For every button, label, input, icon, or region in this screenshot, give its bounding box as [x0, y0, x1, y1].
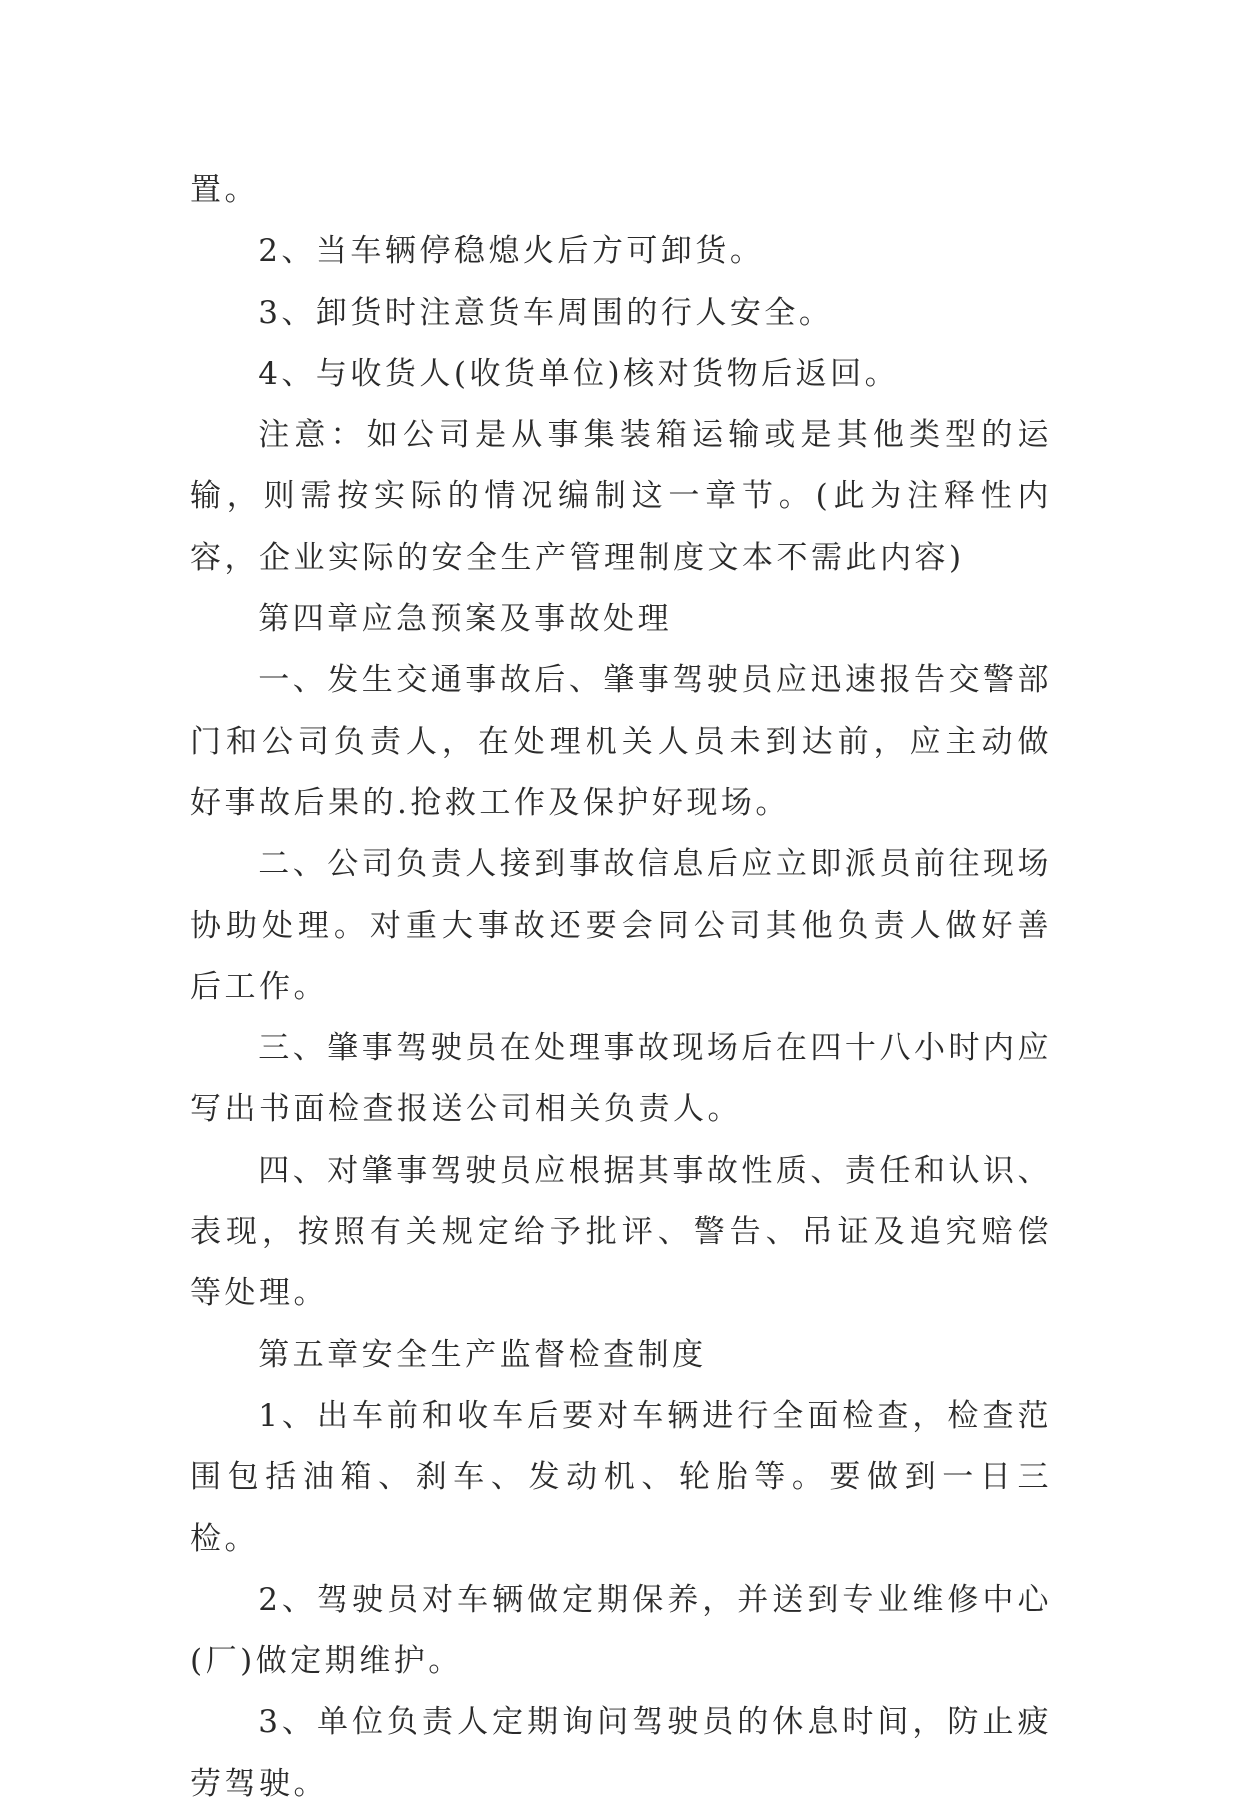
paragraph-chapter5-item-1: 1、出车前和收车后要对车辆进行全面检查，检查范围包括油箱、刹车、发动机、轮胎等。要做到一日三检。: [190, 1397, 1052, 1557]
paragraph-chapter4-item-1: 一、发生交通事故后、肇事驾驶员应迅速报告交警部门和公司负责人，在处理机关人员未到达前，应主动做好事故后果的.抢救工作及保护好现场。: [190, 662, 1052, 821]
paragraph-item-2: 2、当车辆停稳熄火后方可卸货。: [258, 233, 765, 270]
chapter-4-heading: 第四章应急预案及事故处理: [258, 601, 673, 638]
paragraph-chapter4-item-3: 三、肇事驾驶员在处理事故现场后在四十八小时内应写出书面检查报送公司相关负责人。: [190, 1030, 1052, 1128]
document-body: [190, 160, 1052, 1815]
paragraph-item-4: 4、与收货人(收货单位)核对货物后返回。: [258, 355, 900, 392]
paragraph-chapter5-item-3: 3、单位负责人定期询问驾驶员的休息时间，防止疲劳驾驶。: [190, 1704, 1052, 1802]
paragraph-continuation: 置。: [190, 172, 259, 208]
paragraph-note: 注意：如公司是从事集装箱运输或是其他类型的运输，则需按实际的情况编制这一章节。(此为注释性内容，企业实际的安全生产管理制度文本不需此内容): [190, 417, 1052, 576]
paragraph-chapter5-item-2: 2、驾驶员对车辆做定期保养，并送到专业维修中心(厂)做定期维护。: [190, 1581, 1052, 1680]
chapter-5-heading: 第五章安全生产监督检查制度: [258, 1336, 707, 1373]
paragraph-chapter4-item-4: 四、对肇事驾驶员应根据其事故性质、责任和认识、表现，按照有关规定给予批评、警告、吊证及追究赔偿等处理。: [190, 1152, 1052, 1312]
paragraph-item-3: 3、卸货时注意货车周围的行人安全。: [258, 294, 834, 331]
paragraph-chapter4-item-2: 二、公司负责人接到事故信息后应立即派员前往现场协助处理。对重大事故还要会同公司其他负责人做好善后工作。: [190, 846, 1052, 1005]
